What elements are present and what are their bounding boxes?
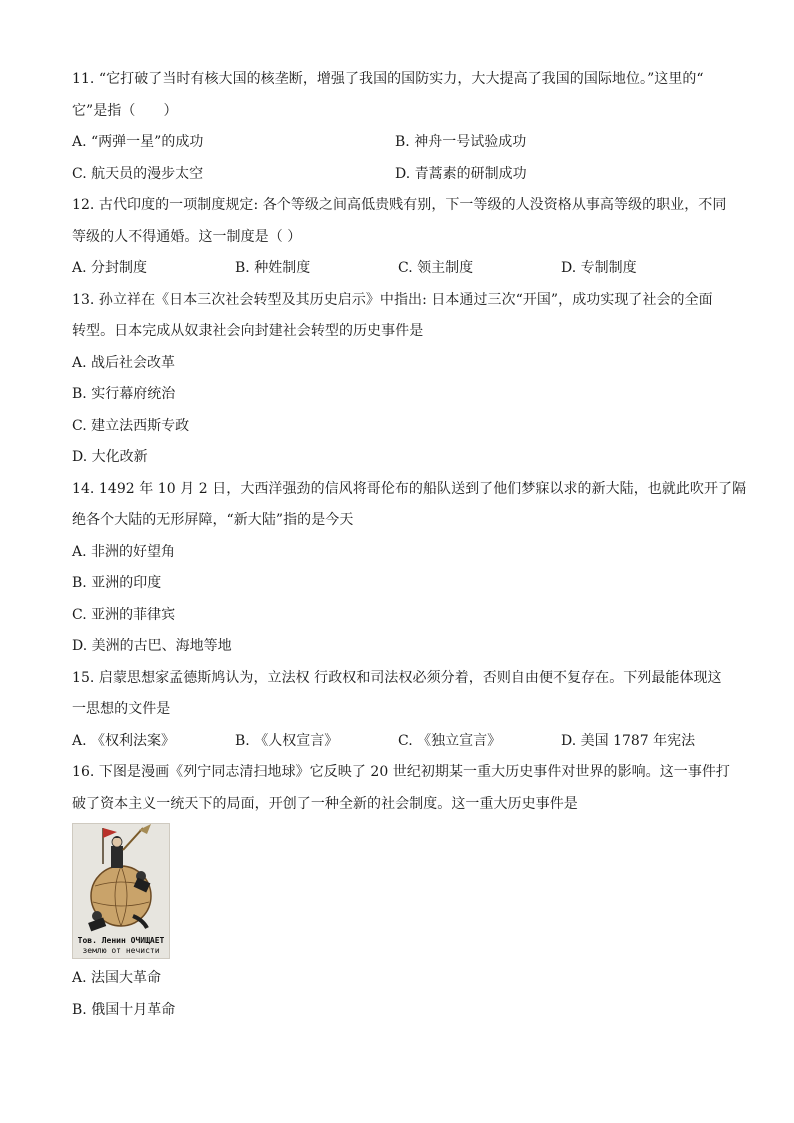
question-12-stem-line2: 等级的人不得通婚。这一制度是（ ） xyxy=(72,228,302,245)
question-14-option-c: C. 亚洲的菲律宾 xyxy=(72,606,176,623)
question-14-option-a: A. 非洲的好望角 xyxy=(72,543,176,560)
question-11-option-c: C. 航天员的漫步太空 xyxy=(72,165,204,182)
question-16-option-a: A. 法国大革命 xyxy=(72,970,162,986)
figure-caption-line2: землю от нечисти xyxy=(82,946,160,955)
question-13-stem-line1: 13. 孙立祥在《日本三次社会转型及其历史启示》中指出: 日本通过三次“开国”，成功实现了社会的全面 xyxy=(72,291,713,308)
question-14 xyxy=(72,474,747,663)
question-15 xyxy=(72,663,724,758)
question-13-option-a: A. 战后社会改革 xyxy=(72,354,176,371)
question-11-stem-line1: 11. “它打破了当时有核大国的核垄断，增强了我国的国防实力，大大提高了我国的国际地位。”这里的“ xyxy=(72,71,704,87)
question-15-option-c: C. 《独立宣言》 xyxy=(398,732,502,749)
question-12-option-d: D. 专制制度 xyxy=(561,260,637,276)
question-11-options-row1 xyxy=(72,127,724,159)
question-16-stem-line1: 16. 下图是漫画《列宁同志清扫地球》它反映了 20 世纪初期某一重大历史事件对世界的影响。这一事件打 xyxy=(72,764,730,780)
exam-page xyxy=(72,64,747,1026)
question-15-option-a: A. 《权利法案》 xyxy=(72,732,176,749)
question-13-option-c: C. 建立法西斯专政 xyxy=(72,417,190,434)
question-14-option-d: D. 美洲的古巴、海地等地 xyxy=(72,638,232,654)
question-12-stem-line1: 12. 古代印度的一项制度规定: 各个等级之间高低贵贱有别，下一等级的人没资格从事高等级的职业，不同 xyxy=(72,197,727,213)
question-12-option-c: C. 领主制度 xyxy=(398,260,474,276)
question-11-option-b: B. 神舟一号试验成功 xyxy=(395,134,527,150)
question-15-option-d: D. 美国 1787 年宪法 xyxy=(561,732,696,749)
question-11-option-d: D. 青蒿素的研制成功 xyxy=(395,165,527,182)
question-13 xyxy=(72,285,724,474)
figure-caption xyxy=(73,936,169,956)
question-12-option-a: A. 分封制度 xyxy=(72,260,148,276)
question-11-option-a: A. “两弹一星”的成功 xyxy=(72,134,204,150)
red-flag xyxy=(103,828,117,838)
question-16-option-b: B. 俄国十月革命 xyxy=(72,1001,176,1018)
question-12-option-b: B. 种姓制度 xyxy=(235,260,311,276)
question-13-option-b: B. 实行幕府统治 xyxy=(72,386,176,402)
question-13-stem-line2: 转型。日本完成从奴隶社会向封建社会转型的历史事件是 xyxy=(72,323,424,339)
question-15-stem-line2: 一思想的文件是 xyxy=(72,701,171,717)
question-16 xyxy=(72,757,730,1026)
question-12-options xyxy=(72,253,724,285)
question-13-option-d: D. 大化改新 xyxy=(72,449,148,465)
question-15-option-b: B. 《人权宣言》 xyxy=(235,732,339,749)
question-14-option-b: B. 亚洲的印度 xyxy=(72,575,162,591)
question-15-options xyxy=(72,726,724,758)
figure-caption-line1: Тов. Ленин ОЧИЩАЕТ xyxy=(77,936,165,945)
question-14-stem-line1: 14. 1492 年 10 月 2 日，大西洋强劲的信风将哥伦布的船队送到了他们梦寐以求的新大陆，也就此吹开了隔 xyxy=(72,480,747,497)
lenin-cartoon-image xyxy=(72,823,170,959)
question-15-stem-line1: 15. 启蒙思想家孟德斯鸠认为，立法权 行政权和司法权必须分着，否则自由便不复存在。下列最能体现这 xyxy=(72,669,722,686)
question-12 xyxy=(72,190,727,285)
question-14-stem-line2: 绝各个大陆的无形屏障，“新大陆”指的是今天 xyxy=(72,512,354,528)
lenin-figure xyxy=(111,846,123,868)
question-11-options-row2 xyxy=(72,159,724,191)
question-16-stem-line2: 破了资本主义一统天下的局面，开创了一种全新的社会制度。这一重大历史事件是 xyxy=(72,795,578,812)
question-11 xyxy=(72,64,724,190)
question-11-stem-line2: 它”是指（ ） xyxy=(72,102,178,119)
